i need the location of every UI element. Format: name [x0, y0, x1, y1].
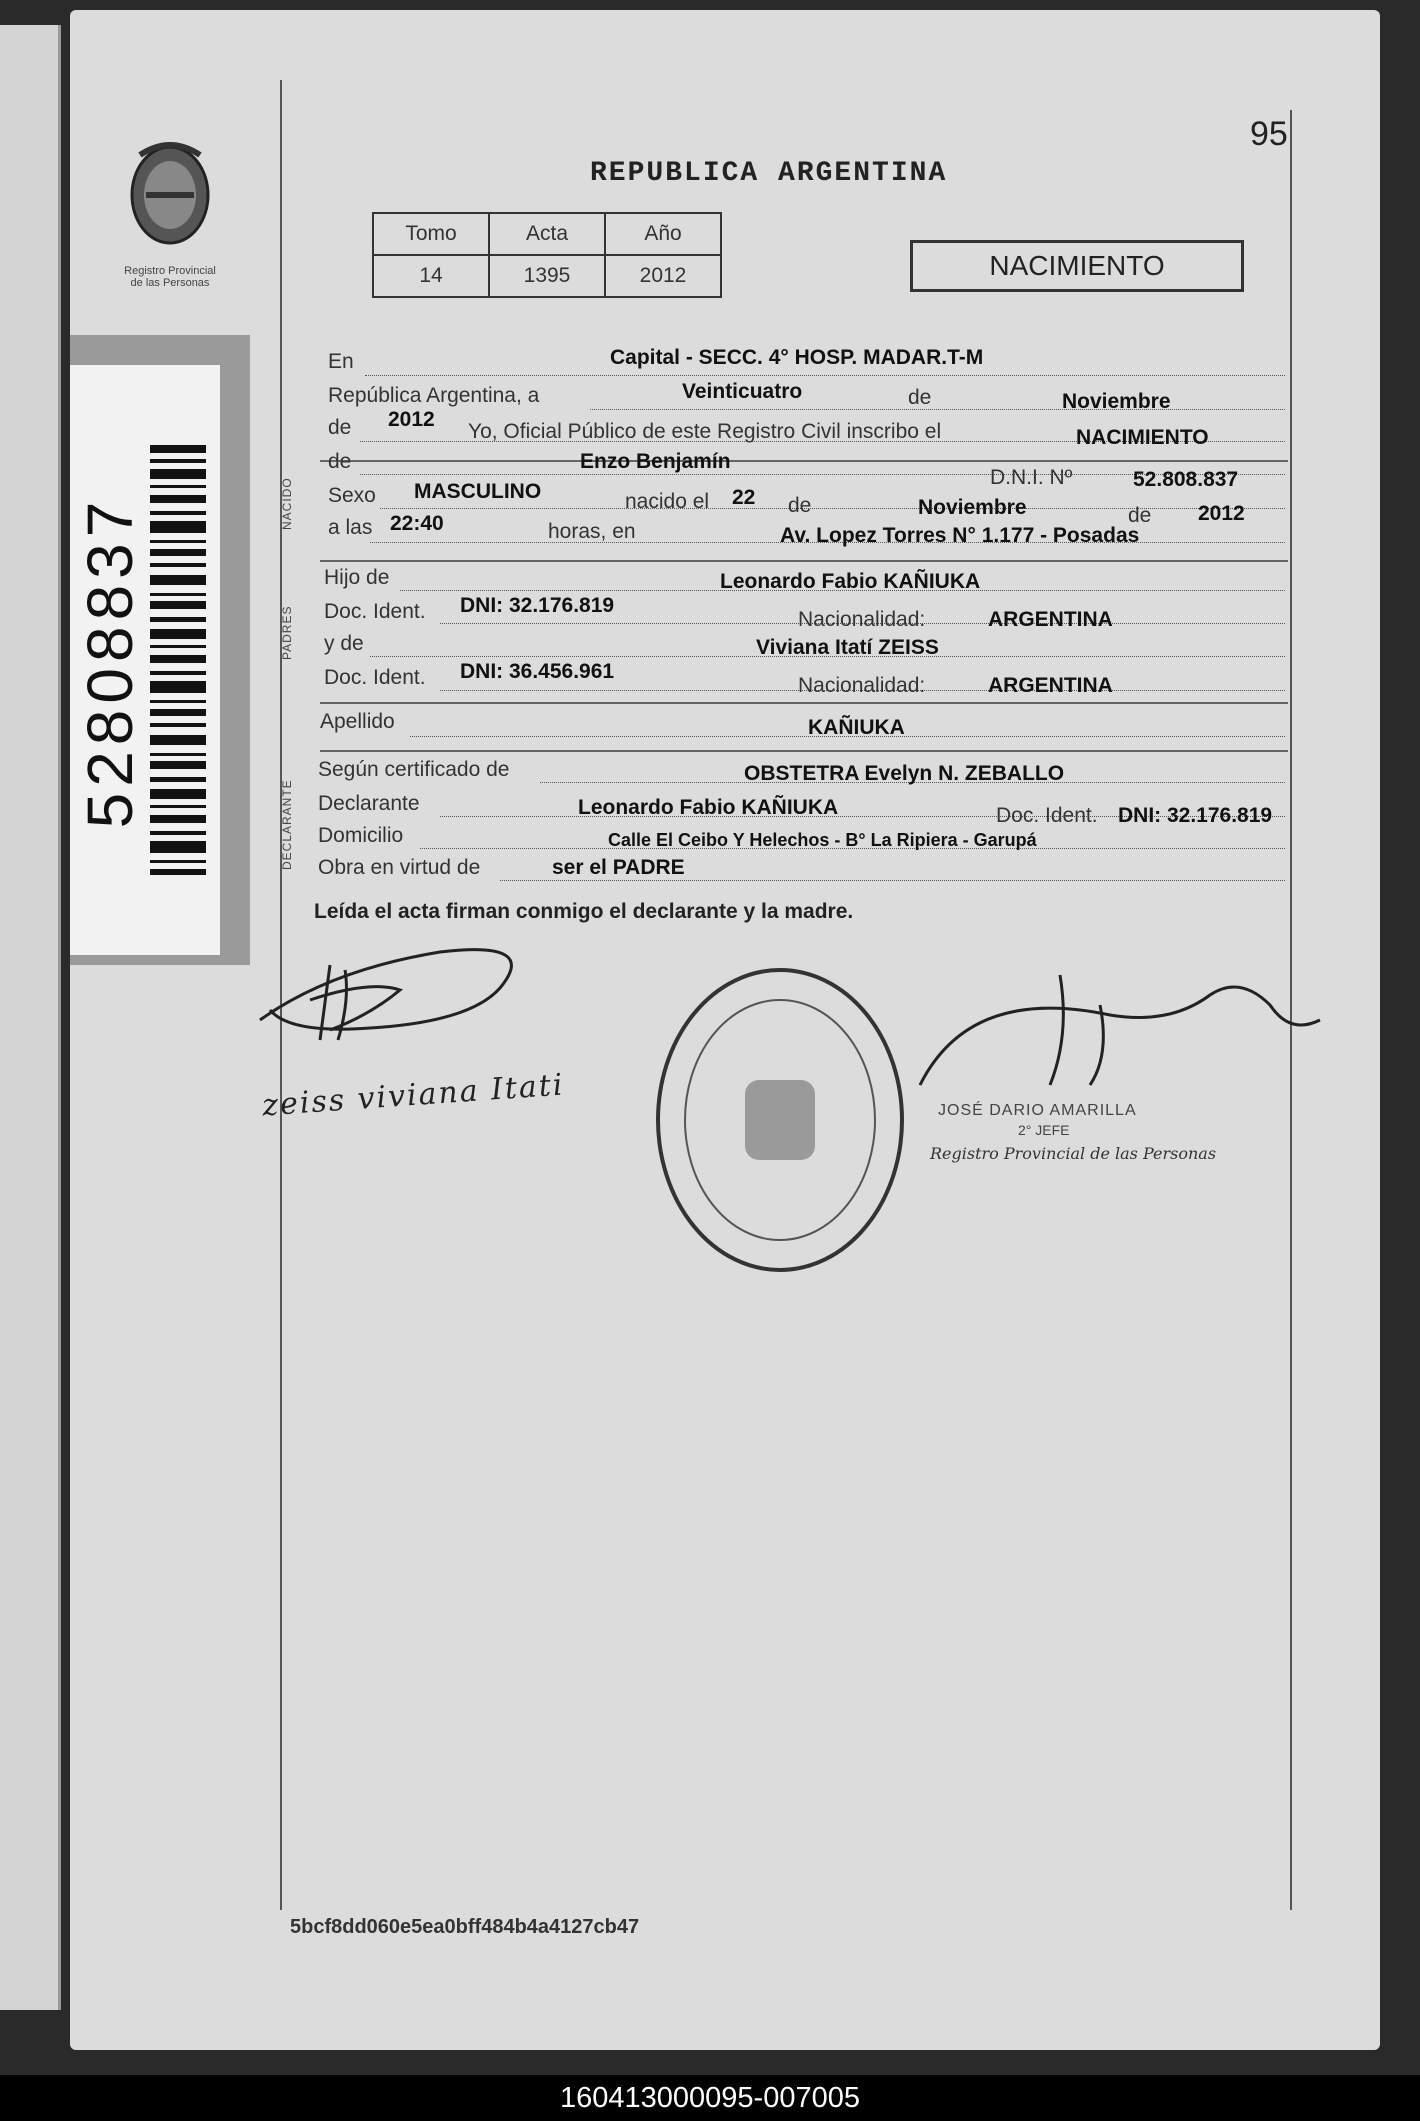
side-label-nacido: NACIDO: [280, 477, 294, 530]
label-de-anio: de: [1128, 504, 1152, 527]
label-obra: Obra en virtud de: [318, 856, 481, 879]
value-tipo: NACIMIENTO: [1076, 426, 1209, 449]
page-number: 95: [1250, 115, 1288, 153]
label-de-mes: de: [788, 494, 812, 517]
value-dia: 22: [732, 486, 756, 509]
label-y-de: y de: [324, 632, 364, 655]
value-domicilio: Calle El Ceibo Y Helechos - B° La Ripiera - Garupá: [608, 830, 1037, 850]
value-obra: ser el PADRE: [552, 856, 685, 879]
label-a-las: a las: [328, 516, 373, 539]
label-doc-ident2: Doc. Ident.: [324, 666, 426, 689]
logo-caption-1: Registro Provincial: [124, 265, 216, 277]
label-apellido: Apellido: [320, 710, 395, 733]
header-anio: Año: [605, 213, 721, 255]
value-dni: 52.808.837: [1133, 468, 1239, 491]
label-dni: D.N.I. Nº: [990, 466, 1073, 489]
value-padre: Leonardo Fabio KAÑIUKA: [720, 570, 981, 593]
value-padre-nac: ARGENTINA: [988, 608, 1113, 631]
official-stamp-icon: [650, 960, 910, 1280]
label-yo: Yo, Oficial Público de este Registro Civil inscribo el: [468, 420, 942, 443]
previous-page-edge: [0, 25, 61, 2010]
label-nacionalidad: Nacionalidad:: [798, 608, 926, 631]
barcode-sticker: [70, 335, 250, 965]
value-lugar: Capital - SECC. 4° HOSP. MADAR.T-M: [610, 346, 984, 369]
value-madre-dni: DNI: 36.456.961: [460, 660, 615, 683]
document-hash: 5bcf8dd060e5ea0bff484b4a4127cb47: [290, 1916, 640, 1938]
label-de: de: [908, 386, 932, 409]
side-label-declarante: DECLARANTE: [280, 779, 294, 870]
value-madre: Viviana Itatí ZEISS: [756, 636, 939, 659]
label-doc-ident: Doc. Ident.: [324, 600, 426, 623]
closing-text: Leída el acta firman conmigo el declarante y la madre.: [314, 900, 854, 923]
value-anio: 2012: [388, 408, 435, 431]
label-de2: de: [328, 416, 352, 439]
barcode-icon: [150, 445, 206, 875]
register-table: [372, 212, 722, 298]
value-anio-nac: 2012: [1198, 502, 1245, 525]
registry-logo: [110, 130, 230, 310]
footer-id: 160413000095-007005: [0, 2075, 1420, 2121]
label-doc-ident3: Doc. Ident.: [996, 804, 1098, 827]
value-dia-texto: Veinticuatro: [682, 380, 803, 403]
handwritten-name: zeiss viviana Itati: [261, 1067, 566, 1124]
header-acta: Acta: [489, 213, 605, 255]
official-office: Registro Provincial de las Personas: [930, 1144, 1217, 1163]
label-hijo-de: Hijo de: [324, 566, 390, 589]
value-certificado: OBSTETRA Evelyn N. ZEBALLO: [744, 762, 1065, 785]
official-name: JOSÉ DARIO AMARILLA: [938, 1102, 1137, 1119]
country-title: REPUBLICA ARGENTINA: [590, 158, 948, 189]
value-declarante-dni: DNI: 32.176.819: [1118, 804, 1273, 827]
birth-certificate-page: [70, 10, 1380, 2050]
side-label-padres: PADRES: [280, 605, 294, 660]
label-sexo: Sexo: [328, 484, 376, 507]
value-lugar-nac: Av. Lopez Torres N° 1.177 - Posadas: [780, 524, 1140, 547]
coat-of-arms-icon: [110, 130, 230, 260]
official-signature-icon: [910, 945, 1330, 1095]
value-padre-dni: DNI: 32.176.819: [460, 594, 615, 617]
label-horas-en: horas, en: [548, 520, 636, 543]
label-nacionalidad2: Nacionalidad:: [798, 674, 926, 697]
value-madre-nac: ARGENTINA: [988, 674, 1113, 697]
value-sexo: MASCULINO: [414, 480, 542, 503]
label-declarante: Declarante: [318, 792, 420, 815]
official-role: 2° JEFE: [1018, 1122, 1070, 1138]
value-tomo: 14: [373, 255, 489, 297]
value-declarante: Leonardo Fabio KAÑIUKA: [578, 796, 839, 819]
value-nombre: Enzo Benjamín: [580, 450, 731, 473]
value-mes-texto: Noviembre: [1062, 390, 1171, 413]
label-segun: Según certificado de: [318, 758, 510, 781]
value-acta: 1395: [489, 255, 605, 297]
label-nacido-el: nacido el: [625, 490, 710, 513]
label-domicilio: Domicilio: [318, 824, 404, 847]
header-tomo: Tomo: [373, 213, 489, 255]
label-en: En: [328, 350, 354, 373]
declarant-signature-icon: [250, 930, 570, 1060]
act-type-box: NACIMIENTO: [910, 240, 1244, 292]
value-anio: 2012: [605, 255, 721, 297]
barcode-number: 52808837: [74, 495, 146, 829]
logo-caption-2: de las Personas: [130, 277, 210, 289]
label-de-nombre: de: [328, 450, 352, 473]
value-mes: Noviembre: [918, 496, 1027, 519]
value-apellido: KAÑIUKA: [808, 716, 905, 739]
label-republica: República Argentina, a: [328, 384, 540, 407]
value-hora: 22:40: [390, 512, 444, 535]
